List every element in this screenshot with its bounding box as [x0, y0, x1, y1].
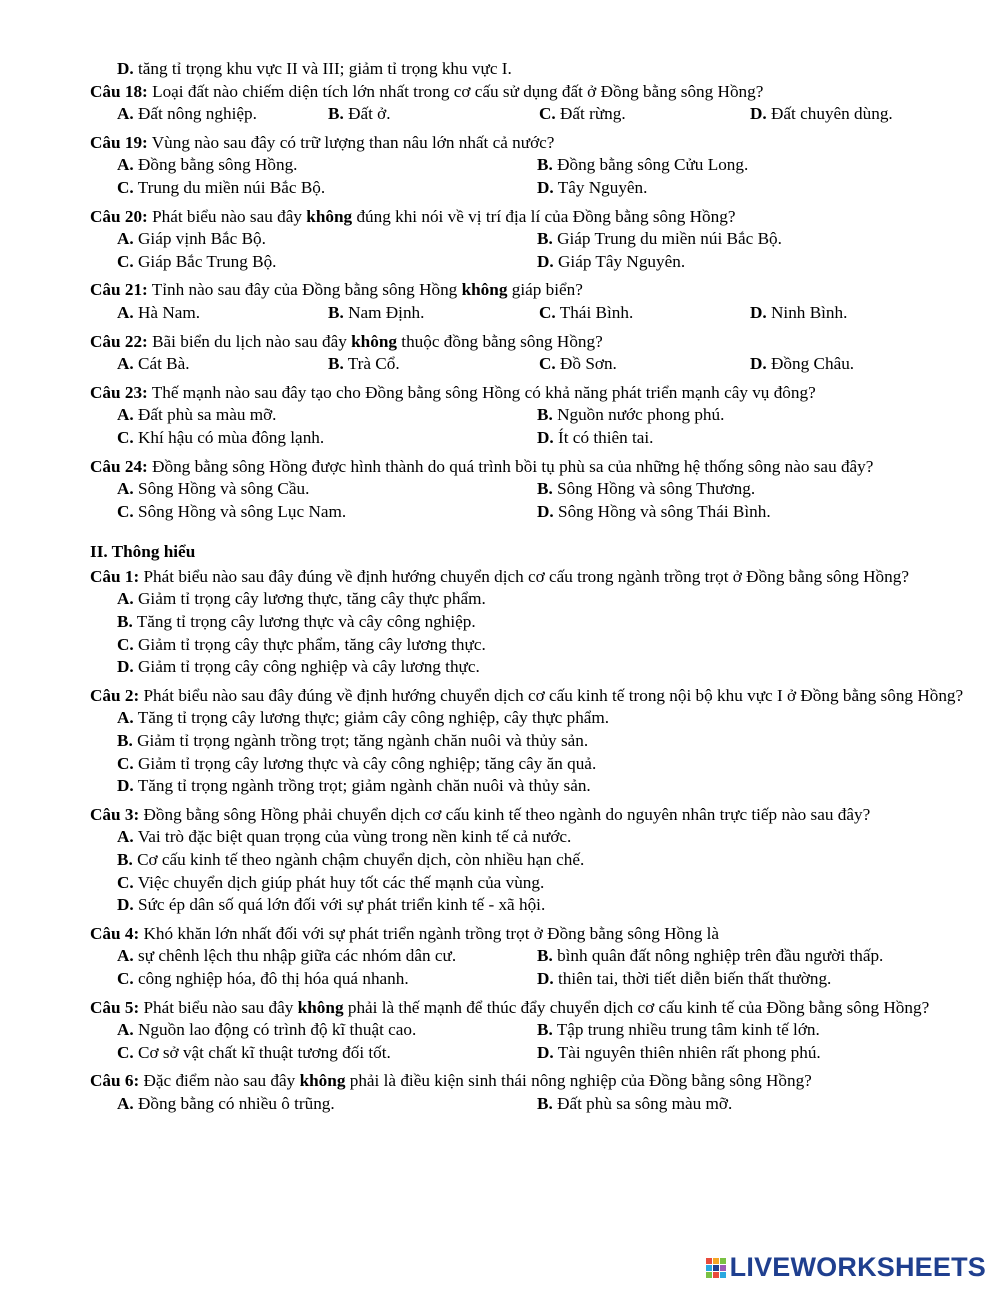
question-stem: Câu 19: Vùng nào sau đây có trữ lượng than nâu lớn nhất cả nước?: [90, 132, 555, 152]
question-stem: Câu 20: Phát biểu nào sau đây không đúng khi nói về vị trí địa lí của Đồng bằng sông Hồng?: [90, 206, 736, 226]
options-row: [90, 968, 964, 991]
option-b[interactable]: B. Đất ở.: [328, 104, 391, 124]
option-b[interactable]: B. Tăng tỉ trọng cây lương thực và cây công nghiệp.: [117, 612, 476, 632]
logo-grid-icon: [706, 1258, 726, 1278]
option-b[interactable]: B. Trà Cổ.: [328, 354, 400, 374]
option-d: D. tăng tỉ trọng khu vực II và III; giảm tỉ trọng khu vực I.: [117, 59, 512, 78]
option-d[interactable]: D. Ít có thiên tai.: [537, 427, 654, 447]
option-c[interactable]: C. Cơ sở vật chất kĩ thuật tương đối tốt.: [117, 1042, 391, 1062]
option-c[interactable]: C. Giảm tỉ trọng cây thực phẩm, tăng cây lương thực.: [117, 634, 486, 654]
option-c[interactable]: C. Thái Bình.: [539, 302, 634, 322]
liveworksheets-logo[interactable]: [706, 1252, 986, 1283]
question-s4: [90, 923, 964, 991]
option-b[interactable]: B. Giáp Trung du miền núi Bắc Bộ.: [537, 229, 782, 249]
options-row: [90, 251, 964, 274]
question-18: [90, 81, 964, 126]
option-b[interactable]: B. bình quân đất nông nghiệp trên đầu người thấp.: [537, 946, 884, 966]
question-s1: [90, 566, 964, 679]
question-stem: Câu 1: Phát biểu nào sau đây đúng về định hướng chuyển dịch cơ cấu trong ngành trồng trọt ở Đồng bằng sông Hồng?: [90, 566, 909, 586]
option-a[interactable]: A. Đất phù sa màu mỡ.: [117, 405, 277, 425]
option-c[interactable]: C. Đất rừng.: [539, 104, 626, 124]
option-d[interactable]: D. Sông Hồng và sông Thái Bình.: [537, 501, 771, 521]
option-c[interactable]: C. Sông Hồng và sông Lục Nam.: [117, 501, 347, 521]
option-d[interactable]: D. Đất chuyên dùng.: [750, 104, 893, 124]
logo-text: LIVEWORKSHEETS: [729, 1252, 986, 1282]
question-stem: Câu 6: Đặc điểm nào sau đây không phải là điều kiện sinh thái nông nghiệp của Đồng bằng sông Hồng?: [90, 1071, 812, 1091]
option-b[interactable]: B. Cơ cấu kinh tế theo ngành chậm chuyển dịch, còn nhiều hạn chế.: [117, 850, 585, 869]
option-c[interactable]: C. Giảm tỉ trọng cây lương thực và cây công nghiệp; tăng cây ăn quả.: [117, 753, 597, 773]
question-stem: Câu 3: Đồng bằng sông Hồng phải chuyển dịch cơ cấu kinh tế theo ngành do nguyên nhân trực tiếp nào sau đây?: [90, 804, 871, 824]
option-d[interactable]: D. Tài nguyên thiên nhiên rất phong phú.: [537, 1042, 821, 1062]
option-a[interactable]: A. sự chênh lệch thu nhập giữa các nhóm dân cư.: [117, 946, 457, 966]
option-a[interactable]: A. Tăng tỉ trọng cây lương thực; giảm cây công nghiệp, cây thực phẩm.: [117, 708, 610, 728]
question-s2: [90, 685, 964, 798]
option-b[interactable]: B. Đồng bằng sông Cửu Long.: [537, 155, 749, 175]
option-c[interactable]: C. Khí hậu có mùa đông lạnh.: [117, 427, 325, 447]
options-row: [90, 1042, 964, 1065]
option-c[interactable]: C. Giáp Bắc Trung Bộ.: [117, 251, 277, 271]
question-22: [90, 331, 964, 376]
option-b[interactable]: B. Nguồn nước phong phú.: [537, 405, 725, 425]
options-row: [90, 228, 964, 251]
option-b[interactable]: B. Sông Hồng và sông Thương.: [537, 479, 756, 499]
option-c[interactable]: C. Việc chuyển dịch giúp phát huy tốt các thế mạnh của vùng.: [117, 872, 545, 892]
question-20: [90, 206, 964, 274]
option-c[interactable]: C. công nghiệp hóa, đô thị hóa quá nhanh.: [117, 968, 409, 988]
question-stem: Câu 2: Phát biểu nào sau đây đúng về định hướng chuyển dịch cơ cấu kinh tế trong nội bộ khu vực I ở Đồng bằng sông Hồng?: [90, 685, 964, 705]
options-row: [90, 103, 964, 126]
option-a[interactable]: A. Vai trò đặc biệt quan trọng của vùng trong nền kinh tế cả nước.: [117, 827, 572, 847]
section-heading: II. Thông hiểu: [90, 542, 196, 562]
option-d[interactable]: D. Giảm tỉ trọng cây công nghiệp và cây lương thực.: [117, 657, 480, 677]
option-d[interactable]: D. thiên tai, thời tiết diễn biến thất thường.: [537, 968, 832, 988]
question-stem: Câu 21: Tỉnh nào sau đây của Đồng bằng sông Hồng không giáp biển?: [90, 280, 583, 300]
option-d[interactable]: D. Sức ép dân số quá lớn đối với sự phát triển kinh tế - xã hội.: [117, 895, 546, 915]
option-c[interactable]: C. Trung du miền núi Bắc Bộ.: [117, 177, 326, 197]
option-d[interactable]: D. Giáp Tây Nguyên.: [537, 251, 686, 271]
question-s6: [90, 1070, 964, 1115]
option-a[interactable]: A. Đồng bằng có nhiều ô trũng.: [117, 1093, 335, 1113]
option-b[interactable]: B. Giảm tỉ trọng ngành trồng trọt; tăng ngành chăn nuôi và thủy sản.: [117, 731, 589, 751]
options-row: [90, 1019, 964, 1042]
option-b[interactable]: B. Nam Định.: [328, 302, 425, 322]
option-b[interactable]: B. Tập trung nhiều trung tâm kinh tế lớn.: [537, 1020, 820, 1040]
options-row: [90, 404, 964, 427]
question-17-tail: [90, 58, 964, 81]
option-a[interactable]: A. Giảm tỉ trọng cây lương thực, tăng cây thực phẩm.: [117, 589, 486, 609]
option-d[interactable]: D. Ninh Bình.: [750, 302, 848, 322]
option-a[interactable]: A. Hà Nam.: [117, 302, 201, 322]
option-a[interactable]: A. Cát Bà.: [117, 354, 190, 374]
option-d[interactable]: D. Đồng Châu.: [750, 354, 855, 374]
options-row: [90, 1093, 964, 1116]
options-row: [90, 945, 964, 968]
question-s5: [90, 997, 964, 1065]
question-stem: Câu 18: Loại đất nào chiếm diện tích lớn nhất trong cơ cấu sử dụng đất ở Đồng bằng sông Hồng?: [90, 81, 764, 101]
options-row: [90, 154, 964, 177]
options-row: [90, 353, 964, 376]
option-a[interactable]: A. Nguồn lao động có trình độ kĩ thuật cao.: [117, 1020, 417, 1040]
options-row: [90, 302, 964, 325]
option-a[interactable]: A. Đất nông nghiệp.: [117, 104, 257, 124]
question-stem: Câu 5: Phát biểu nào sau đây không phải là thế mạnh để thúc đẩy chuyển dịch cơ cấu kinh tế của Đồng bằng sông Hồng?: [90, 997, 930, 1017]
option-d[interactable]: D. Tăng tỉ trọng ngành trồng trọt; giảm ngành chăn nuôi và thủy sản.: [117, 776, 591, 796]
worksheet-page: [90, 58, 964, 1116]
option-c[interactable]: C. Đồ Sơn.: [539, 354, 617, 374]
question-21: [90, 279, 964, 324]
question-stem: Câu 24: Đồng bằng sông Hồng được hình thành do quá trình bồi tụ phù sa của những hệ thống sông nào sau đây?: [90, 456, 874, 476]
question-stem: Câu 4: Khó khăn lớn nhất đối với sự phát triển ngành trồng trọt ở Đồng bằng sông Hồng là: [90, 923, 720, 943]
option-d[interactable]: D. Tây Nguyên.: [537, 177, 648, 197]
option-a[interactable]: A. Giáp vịnh Bắc Bộ.: [117, 229, 266, 249]
question-23: [90, 382, 964, 450]
option-a[interactable]: A. Đồng bằng sông Hồng.: [117, 155, 298, 175]
question-24: [90, 456, 964, 524]
options-row: [90, 478, 964, 501]
question-stem: Câu 22: Bãi biển du lịch nào sau đây không thuộc đồng bằng sông Hồng?: [90, 331, 603, 351]
options-row: [90, 427, 964, 450]
option-b[interactable]: B. Đất phù sa sông màu mỡ.: [537, 1093, 733, 1113]
question-stem: Câu 23: Thế mạnh nào sau đây tạo cho Đồng bằng sông Hồng có khả năng phát triển mạnh cây vụ đông?: [90, 382, 816, 402]
option-a[interactable]: A. Sông Hồng và sông Cầu.: [117, 479, 310, 499]
options-row: [90, 177, 964, 200]
question-s3: [90, 804, 964, 917]
options-row: [90, 501, 964, 524]
question-19: [90, 132, 964, 200]
